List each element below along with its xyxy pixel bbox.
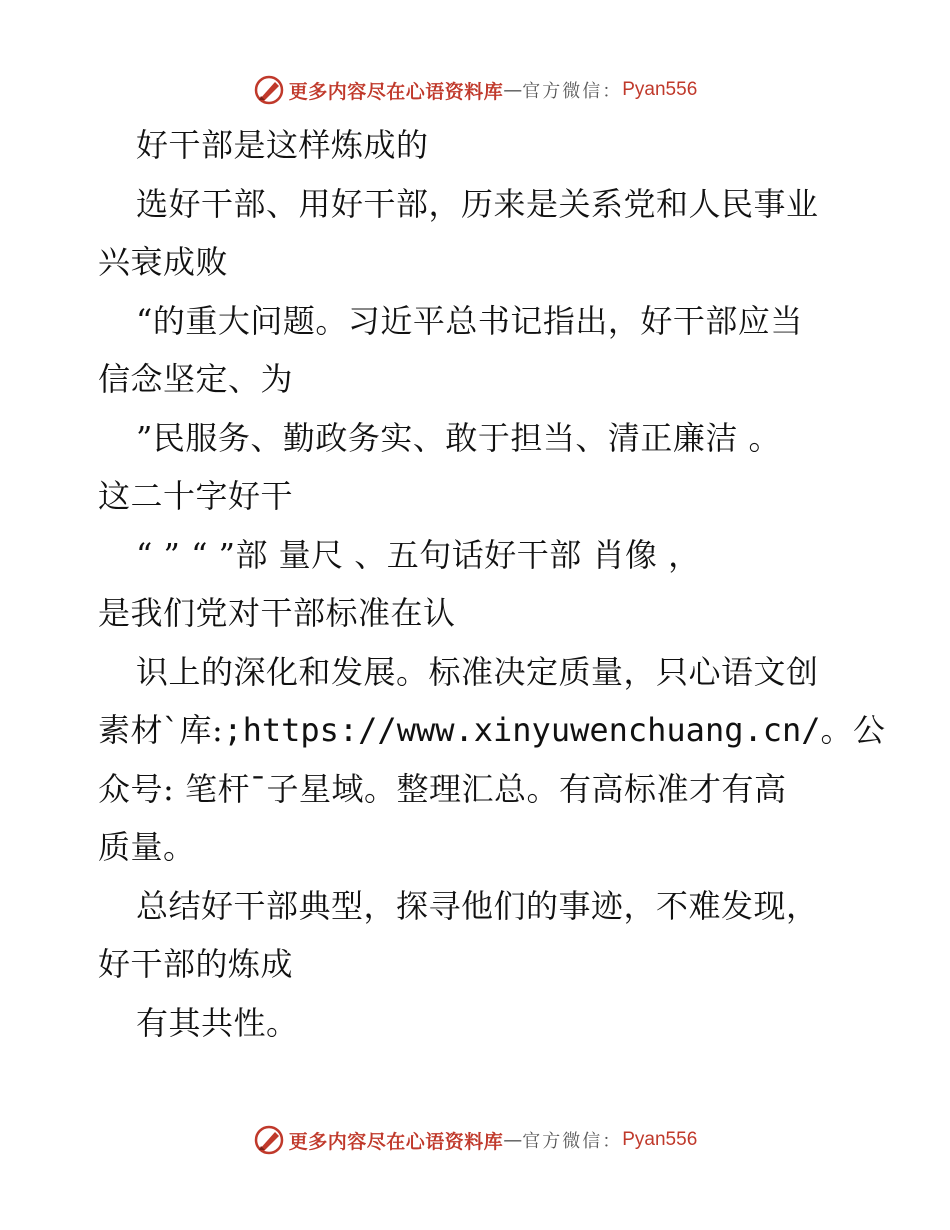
document-title: 好干部是这样炼成的 [136, 126, 429, 164]
paragraph-line: 信念坚定、为 [98, 360, 294, 398]
document-body [98, 116, 886, 1052]
banner-wechat-id: Pyan556 [622, 1129, 698, 1150]
paragraph-line: 识上的深化和发展。标准决定质量，只心语文创 [136, 652, 819, 691]
paragraph-line: 是我们党对干部标准在认 [98, 594, 456, 632]
paragraph-text: 素材`库: [98, 711, 224, 749]
banner-wechat-id: Pyan556 [622, 79, 698, 100]
pen-logo-icon [253, 74, 285, 106]
pen-logo-icon [253, 1124, 285, 1156]
footer-banner [0, 1120, 950, 1160]
banner-separator: — [503, 79, 523, 101]
banner-brand-text: 更多内容尽在心语资料库 [288, 1130, 504, 1153]
paragraph-line: 众号: 笔杆¯子星域。整理汇总。有高标准才有高 [98, 769, 787, 808]
paragraph-line: 这二十字好干 [98, 477, 294, 515]
paragraph-line: 兴衰成败 [98, 243, 229, 281]
paragraph-line: 总结好干部典型，探寻他们的事迹，不难发现， [136, 886, 819, 925]
paragraph-text: 。公 [820, 711, 886, 749]
paragraph-line [98, 701, 886, 760]
header-banner [0, 70, 950, 110]
banner-label: 官方微信： [522, 81, 623, 102]
banner-brand-text: 更多内容尽在心语资料库 [288, 80, 504, 103]
paragraph-line: ”民服务、勤政务实、敢于担当、清正廉洁 。 [136, 418, 782, 457]
paragraph-line: 选好干部、用好干部，历来是关系党和人民事业 [136, 184, 819, 223]
paragraph-line: 有其共性。 [136, 1003, 299, 1042]
banner-separator: — [503, 1129, 523, 1151]
banner-label: 官方微信： [522, 1131, 623, 1152]
paragraph-line: “ ” “ ”部 量尺 、五句话好干部 肖像 ， [136, 535, 701, 574]
paragraph-line: 质量。 [98, 828, 196, 866]
paragraph-line: 好干部的炼成 [98, 945, 294, 983]
paragraph-line: “的重大问题。习近平总书记指出，好干部应当 [136, 301, 803, 340]
website-url-text: ;https://www.xinyuwenchuang.cn/ [223, 711, 821, 749]
